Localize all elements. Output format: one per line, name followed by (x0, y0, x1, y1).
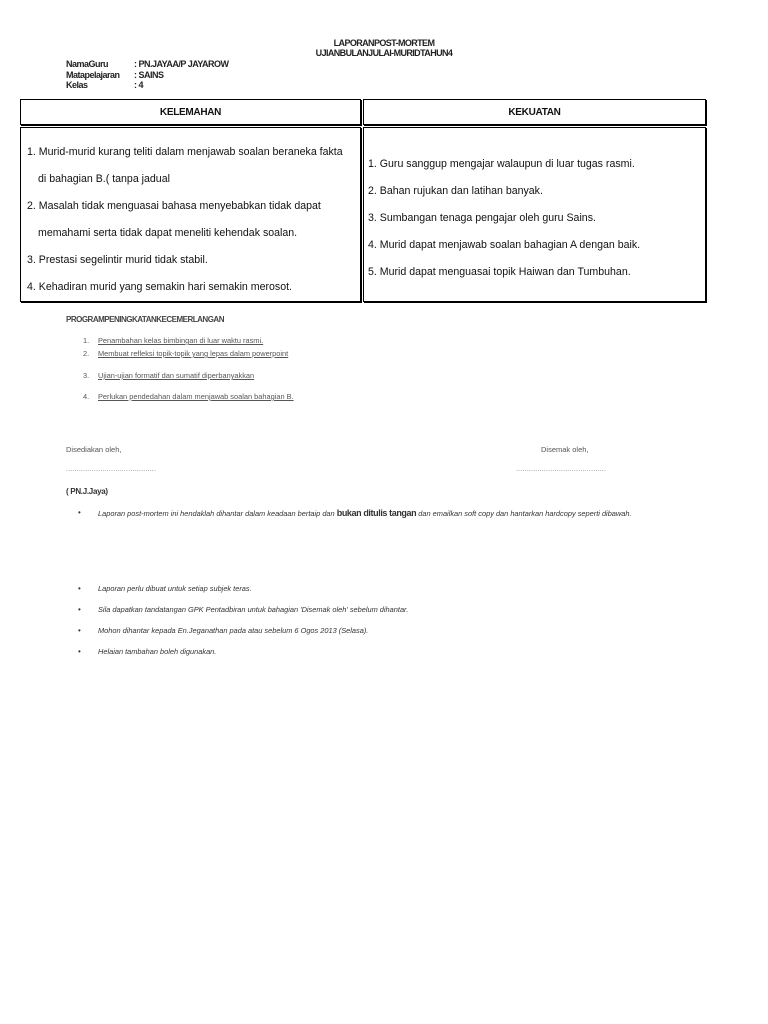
program-item-number: 1. (83, 336, 90, 345)
report-title: LAPORANPOST-MORTEM (333, 38, 435, 48)
program-item-number: 3. (83, 371, 90, 380)
note-text: Helaian tambahan boleh digunakan. (98, 647, 217, 656)
bullet-icon: • (78, 584, 81, 593)
note-text-part: dan emailkan soft copy dan hantarkan hardcopy seperti dibawah. (418, 509, 632, 518)
weakness-item: di bahagian B.( tanpa jadual (38, 172, 170, 185)
program-item (83, 336, 263, 345)
program-item-number: 2. (83, 349, 90, 358)
strength-item: 4. Murid dapat menjawab soalan bahagian A dengan baik. (368, 238, 641, 251)
teacher-name-value: : PN.JAYAA/P JAYAROW (134, 59, 229, 69)
program-item-number: 4. (83, 392, 90, 401)
signature-line-left: .......................................... (66, 466, 157, 473)
class-value: : 4 (134, 80, 144, 90)
note-item (78, 647, 216, 656)
report-subtitle: UJIANBULANJULAI-MURIDTAHUN4 (315, 48, 453, 58)
strength-item: 3. Sumbangan tenaga pengajar oleh guru Sains. (368, 211, 596, 224)
note-item (78, 508, 632, 518)
subject-value: : SAINS (134, 69, 164, 80)
weakness-item: 4. Kehadiran murid yang semakin hari semakin merosot. (27, 280, 292, 293)
note-text: Mohon dihantar kepada En.Jeganathan pada atau sebelum 6 Ogos 2013 (Selasa). (98, 626, 369, 635)
class-label: Kelas (66, 80, 88, 90)
bullet-icon: • (78, 647, 81, 656)
subject-row (66, 70, 229, 81)
strength-item: 2. Bahan rujukan dan latihan banyak. (368, 184, 543, 197)
note-item (78, 626, 368, 635)
teacher-name-row (66, 59, 229, 70)
program-item (83, 392, 294, 401)
program-item (83, 371, 254, 380)
bullet-icon: • (78, 508, 81, 517)
weakness-item: 2. Masalah tidak menguasai bahasa menyebabkan tidak dapat (27, 199, 321, 212)
program-item-text: Penambahan kelas bimbingan di luar waktu rasmi. (98, 336, 264, 345)
analysis-table (20, 99, 707, 304)
note-text: Laporan perlu dibuat untuk setiap subjek teras. (98, 584, 252, 593)
bullet-icon: • (78, 605, 81, 614)
program-item (83, 349, 288, 358)
note-emphasis: bukan ditulis tangan (336, 508, 417, 518)
program-item-text: Ujian-ujian formatif dan sumatif diperbanyakkan (98, 371, 255, 380)
prepared-by-label: Disediakan oleh, (66, 445, 122, 454)
note-text (98, 508, 632, 518)
weakness-item: memahami serta tidak dapat meneliti kehendak soalan. (38, 226, 298, 239)
note-text: Sila dapatkan tandatangan GPK Pentadbiran untuk bahagian 'Disemak oleh' sebelum dihantar. (98, 605, 409, 614)
subject-label: Matapelajaran (66, 69, 120, 80)
teacher-name-label: NamaGuru (66, 59, 109, 69)
checked-by-label: Disemak oleh, (541, 445, 589, 454)
document-header (0, 38, 768, 58)
strength-item: 1. Guru sanggup mengajar walaupun di luar tugas rasmi. (368, 158, 635, 170)
program-title: PROGRAMPENINGKATANKECEMERLANGAN (66, 315, 224, 324)
note-text-part: Laporan post-mortem ini hendaklah dihantar dalam keadaan bertaip dan (98, 509, 335, 518)
weakness-header: KELEMAHAN (20, 99, 361, 125)
weakness-list (20, 127, 361, 302)
teacher-info (66, 59, 229, 91)
program-item-text: Perlukan pendedahan dalam menjawab soalan bahagian B. (98, 392, 294, 401)
weakness-item: 3. Prestasi segelintir murid tidak stabil. (27, 253, 208, 266)
strength-item: 5. Murid dapat menguasai topik Haiwan dan Tumbuhan. (368, 265, 631, 278)
bullet-icon: • (78, 626, 81, 635)
preparer-name: ( PN.J.Jaya) (66, 487, 108, 496)
signature-line-right: .......................................... (516, 466, 607, 473)
class-row (66, 80, 229, 91)
weakness-item: 1. Murid-murid kurang teliti dalam menjawab soalan beraneka fakta (27, 146, 343, 158)
note-item (78, 584, 252, 593)
strength-header: KEKUATAN (363, 99, 706, 125)
strength-list (363, 127, 706, 302)
program-item-text: Membuat refleksi topik-topik yang lepas dalam powerpoint (98, 349, 289, 358)
note-item (78, 605, 408, 614)
